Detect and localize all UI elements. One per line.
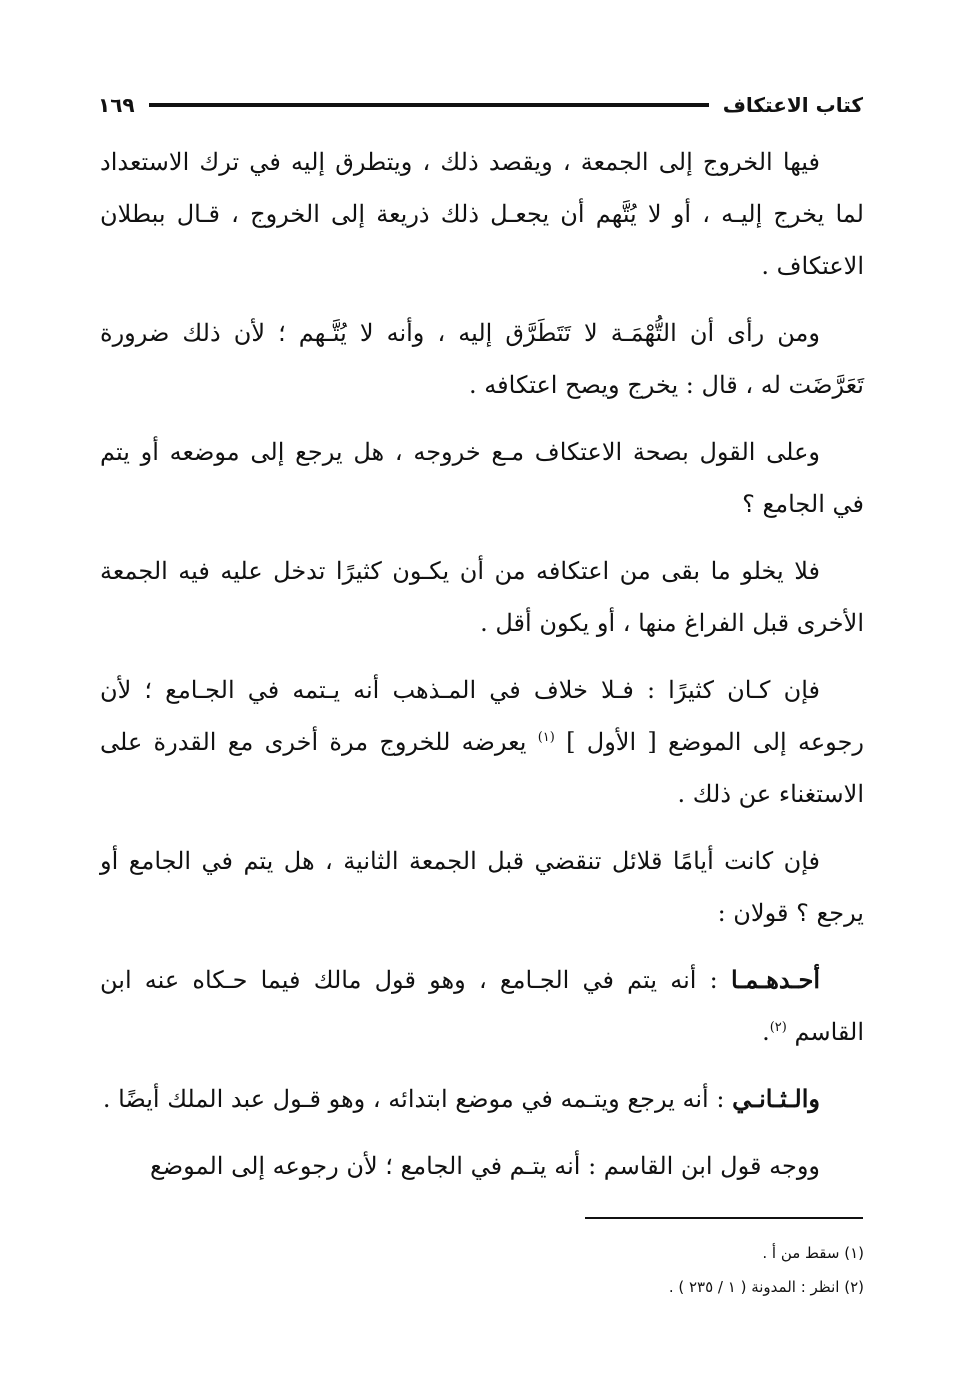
paragraph-lead-word: والـثـانـي xyxy=(732,1084,820,1113)
main-text xyxy=(100,136,864,1207)
paragraph-text: : أنه يتم في الجـامع ، وهو قول مالك فيما حـكاه عنه ابن القاسم xyxy=(100,966,864,1046)
paragraph-text: يعرضه للخروج مرة أخرى مع القدرة على الاستغناء عن ذلك . xyxy=(100,728,864,808)
footnote-reference[interactable]: (٢) xyxy=(769,1020,787,1035)
running-header xyxy=(98,88,863,122)
footnote-reference[interactable]: (١) xyxy=(537,730,555,745)
footnote: (٢) انظر : المدونة ( ١ / ٢٣٥ ) . xyxy=(668,1278,864,1296)
paragraph: فإن كانت أيامًا قلائل تنقضي قبل الجمعة الثانية ، هل يتم في الجامع أو يرجع ؟ قولان : xyxy=(100,847,864,927)
chapter-title: كتاب الاعتكاف xyxy=(722,93,863,117)
paragraph-text: : أنه يرجع ويتـمه في موضع ابتدائه ، وهو قـول عبد الملك أيضًا . xyxy=(102,1085,725,1113)
paragraph xyxy=(100,664,864,820)
paragraph: فيها الخروج إلى الجمعة ، ويقصد ذلك ، ويتطرق إليه في ترك الاستعداد لما يخرج إليـه ، أو لا يُتَّهم أن يجعـل ذلك ذريعة إلى الخروج ، قـال ببطلان الاعتكاف . xyxy=(100,148,864,280)
paragraph: ووجه قول ابن القاسم : أنه يتـم في الجامع ؛ لأن رجوعه إلى الموضع xyxy=(150,1152,820,1180)
paragraph: وعلى القول بصحة الاعتكاف مـع خروجه ، هل يرجع إلى موضعه أو يتم في الجامع ؟ xyxy=(100,438,864,518)
paragraph xyxy=(100,954,864,1058)
paragraph-lead-word: أحـدهـمـا xyxy=(730,965,820,994)
footnote: (١) سقط من أ . xyxy=(762,1244,864,1262)
paragraph-text: . xyxy=(762,1018,770,1046)
paragraph-text: فإن كـان كثيرًا : فـلا خلاف في المـذهب أنه يـتمه في الجـامع ؛ لأن رجوعه إلى الموضع [ الأول ] xyxy=(100,676,865,756)
paragraph xyxy=(100,1073,864,1125)
footnote-separator xyxy=(585,1217,863,1219)
paragraph: فلا يخلو ما بقى من اعتكافه من أن يكـون كثيرًا تدخل عليه فيه الجمعة الأخرى قبل الفراغ منها ، أو يكون أقل . xyxy=(100,557,864,637)
footnotes xyxy=(420,1236,864,1304)
paragraph: ومن رأى أن التُّهْمَـة لا تَتَطَرَّق إليه ، وأنه لا يُتَّـهم ؛ لأن ذلك ضرورة تَعَرَّضَت له ، قال : يخرج ويصح اعتكافه . xyxy=(100,319,864,399)
header-rule xyxy=(149,103,709,107)
page-number: ١٦٩ xyxy=(98,93,135,117)
